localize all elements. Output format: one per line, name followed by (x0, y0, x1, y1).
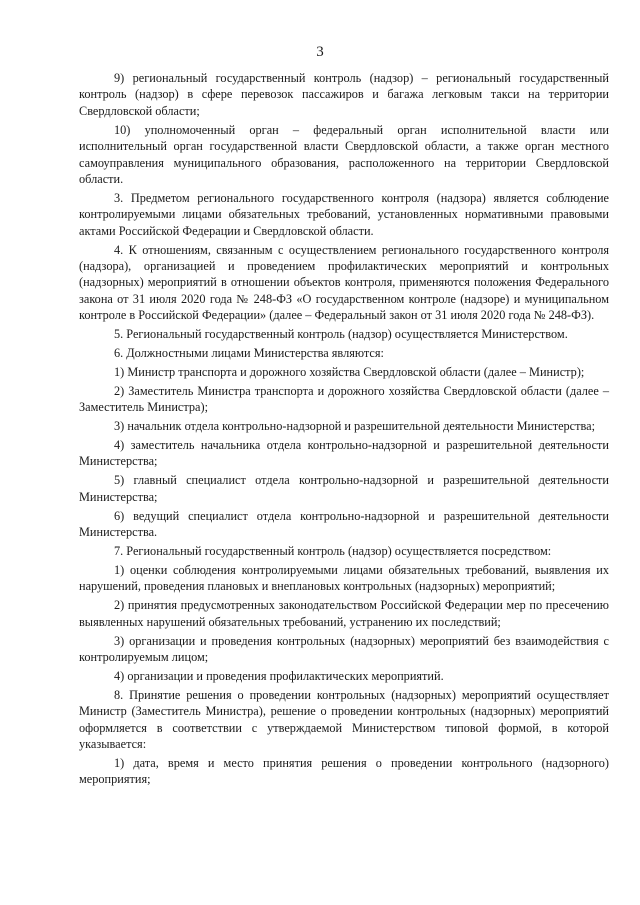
paragraph-item-10: 10) уполномоченный орган – федеральный орган исполнительной власти или исполнительный орган государственной власти Свердловской области, а также орган местного самоуправления муниципального образования, расположенного на территории Свердловской области. (79, 122, 609, 186)
document-body (79, 70, 609, 790)
paragraph-official-2: 2) Заместитель Министра транспорта и дорожного хозяйства Свердловской области (далее – Заместитель Министра); (79, 383, 609, 415)
paragraph-section-7: 7. Региональный государственный контроль (надзор) осуществляется посредством: (114, 543, 552, 558)
paragraph-official-6: 6) ведущий специалист отдела контрольно-надзорной и разрешительной деятельности Министерства. (79, 508, 609, 540)
paragraph-control-4: 4) организации и проведения профилактических мероприятий. (114, 668, 444, 683)
page-number: 3 (316, 44, 324, 60)
paragraph-official-1: 1) Министр транспорта и дорожного хозяйства Свердловской области (далее – Министр); (114, 364, 585, 379)
paragraph-official-4: 4) заместитель начальника отдела контрольно-надзорной и разрешительной деятельности Министерства; (79, 438, 609, 469)
paragraph-section-6: 6. Должностными лицами Министерства являются: (114, 346, 384, 360)
paragraph-control-3: 3) организации и проведения контрольных (надзорных) мероприятий без взаимодействия с контролируемым лицом; (79, 633, 609, 664)
paragraph-section-8: 8. Принятие решения о проведении контрольных (надзорных) мероприятий осуществляет Министр (Заместитель Министра), решение о проведении контрольных (надзорных) мероприятий оформляется в соответствии с утверждаемой Министерством типовой формой, в которой указывается: (79, 687, 609, 751)
paragraph-section-3: 3. Предметом регионального государственного контроля (надзора) является соблюдение контролируемыми лицами обязательных требований, установленных нормативными правовыми актами Российской Федерации и Свердловской области. (79, 190, 609, 238)
paragraph-control-1: 1) оценки соблюдения контролируемыми лицами обязательных требований, выявления их нарушений, проведения плановых и внеплановых контрольных (надзорных) мероприятий; (79, 562, 609, 594)
paragraph-section-5: 5. Региональный государственный контроль (надзор) осуществляется Министерством. (114, 327, 568, 342)
paragraph-control-2: 2) принятия предусмотренных законодательством Российской Федерации мер по пресечению выявленных нарушений обязательных требований, устранению их последствий; (79, 598, 609, 629)
paragraph-decision-1: 1) дата, время и место принятия решения о проведении контрольного (надзорного) мероприятия; (79, 755, 609, 787)
paragraph-item-9: 9) региональный государственный контроль (надзор) – региональный государственный контроль (надзор) в сфере перевозок пассажиров и багажа легковым такси на территории Свердловской области; (79, 71, 609, 118)
paragraph-section-4: 4. К отношениям, связанным с осуществлением регионального государственного контроля (надзора), организацией и проведением профилактических мероприятий и контрольных (надзорных) мероприятий в отношении объектов контроля, применяются положения Федерального закона от 31 июля 2020 года № 248-ФЗ «О государственном контроле (надзоре) и муниципальном контроле в Российской Федерации» (далее – Федеральный закон от 31 июля 2020 года № 248-ФЗ). (79, 242, 609, 323)
paragraph-official-3: 3) начальник отдела контрольно-надзорной и разрешительной деятельности Министерства; (114, 419, 596, 434)
paragraph-official-5: 5) главный специалист отдела контрольно-надзорной и разрешительной деятельности Министерства; (79, 473, 609, 504)
